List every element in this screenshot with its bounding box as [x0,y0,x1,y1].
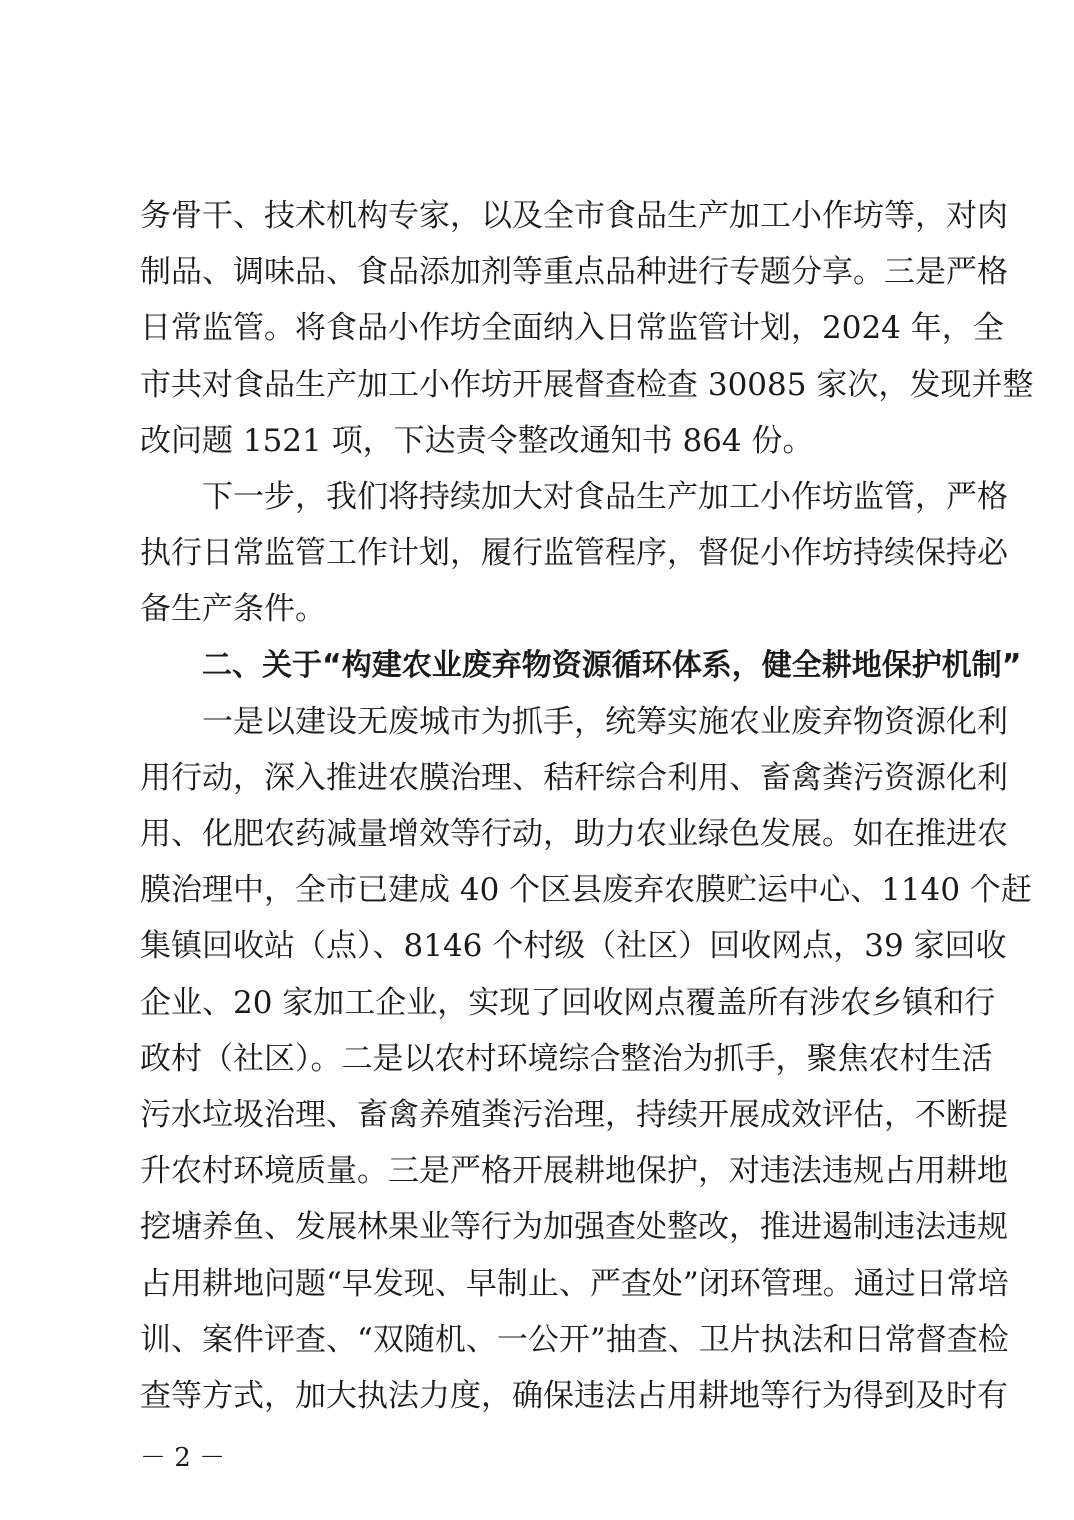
text-line: 日常监管。将食品小作坊全面纳入日常监管计划，2024 年，全 [140,310,1004,347]
page-number: － 2 － [140,1443,226,1473]
text-line: 制品、调味品、食品添加剂等重点品种进行专题分享。三是严格 [140,254,1008,291]
section-heading [140,638,1022,694]
text-line: 执行日常监管工作计划，履行监管程序，督促小作坊持续保持必 [140,535,1008,572]
text-line: 下一步，我们将持续加大对食品生产加工小作坊监管，严格 [202,478,1008,515]
text-line: 政村（社区）。二是以农村环境综合整治为抓手，聚焦农村生活 [140,1040,993,1077]
text-line: 膜治理中，全市已建成 40 个区县废弃农膜贮运中心、1140 个赶 [140,872,1032,909]
text-line: 挖塘养鱼、发展林果业等行为加强查处整改，推进遏制违法违规 [140,1209,1008,1246]
text-line: 用行动，深入推进农膜治理、秸秆综合利用、畜禽粪污资源化利 [140,759,1008,796]
heading-line: 二、关于“构建农业废弃物资源循环体系，健全耕地保护机制” [202,647,1022,683]
text-line: 务骨干、技术机构专家，以及全市食品生产加工小作坊等，对肉 [140,198,1008,234]
text-line: 备生产条件。 [140,591,326,628]
text-line: 市共对食品生产加工小作坊开展督查检查 30085 家次，发现并整 [140,366,1034,403]
text-line: 占用耕地问题“早发现、早制止、严查处”闭环管理。通过日常培 [140,1265,1009,1302]
text-line: 升农村环境质量。三是严格开展耕地保护，对违法违规占用耕地 [140,1153,1008,1190]
text-line: 污水垃圾治理、畜禽养殖粪污治理，持续开展成效评估，不断提 [140,1097,1008,1133]
document-body [140,188,1034,1424]
paragraph-next-step [140,469,1008,638]
text-line: 查等方式，加大执法力度，确保违法占用耕地等行为得到及时有 [140,1377,1008,1414]
text-line: 集镇回收站（点）、8146 个村级（社区）回收网点，39 家回收 [140,928,1007,965]
paragraph-continuation [140,188,1034,469]
text-line: 训、案件评查、“双随机、一公开”抽查、卫片执法和日常督查检 [140,1321,1009,1358]
text-line: 企业、20 家加工企业，实现了回收网点覆盖所有涉农乡镇和行 [140,984,996,1021]
text-line: 用、化肥农药减量增效等行动，助力农业绿色发展。如在推进农 [140,816,1008,853]
paragraph-section-two [140,694,1032,1424]
text-line: 一是以建设无废城市为抓手，统筹实施农业废弃物资源化利 [202,703,1008,740]
text-line: 改问题 1521 项，下达责令整改通知书 864 份。 [140,422,814,459]
